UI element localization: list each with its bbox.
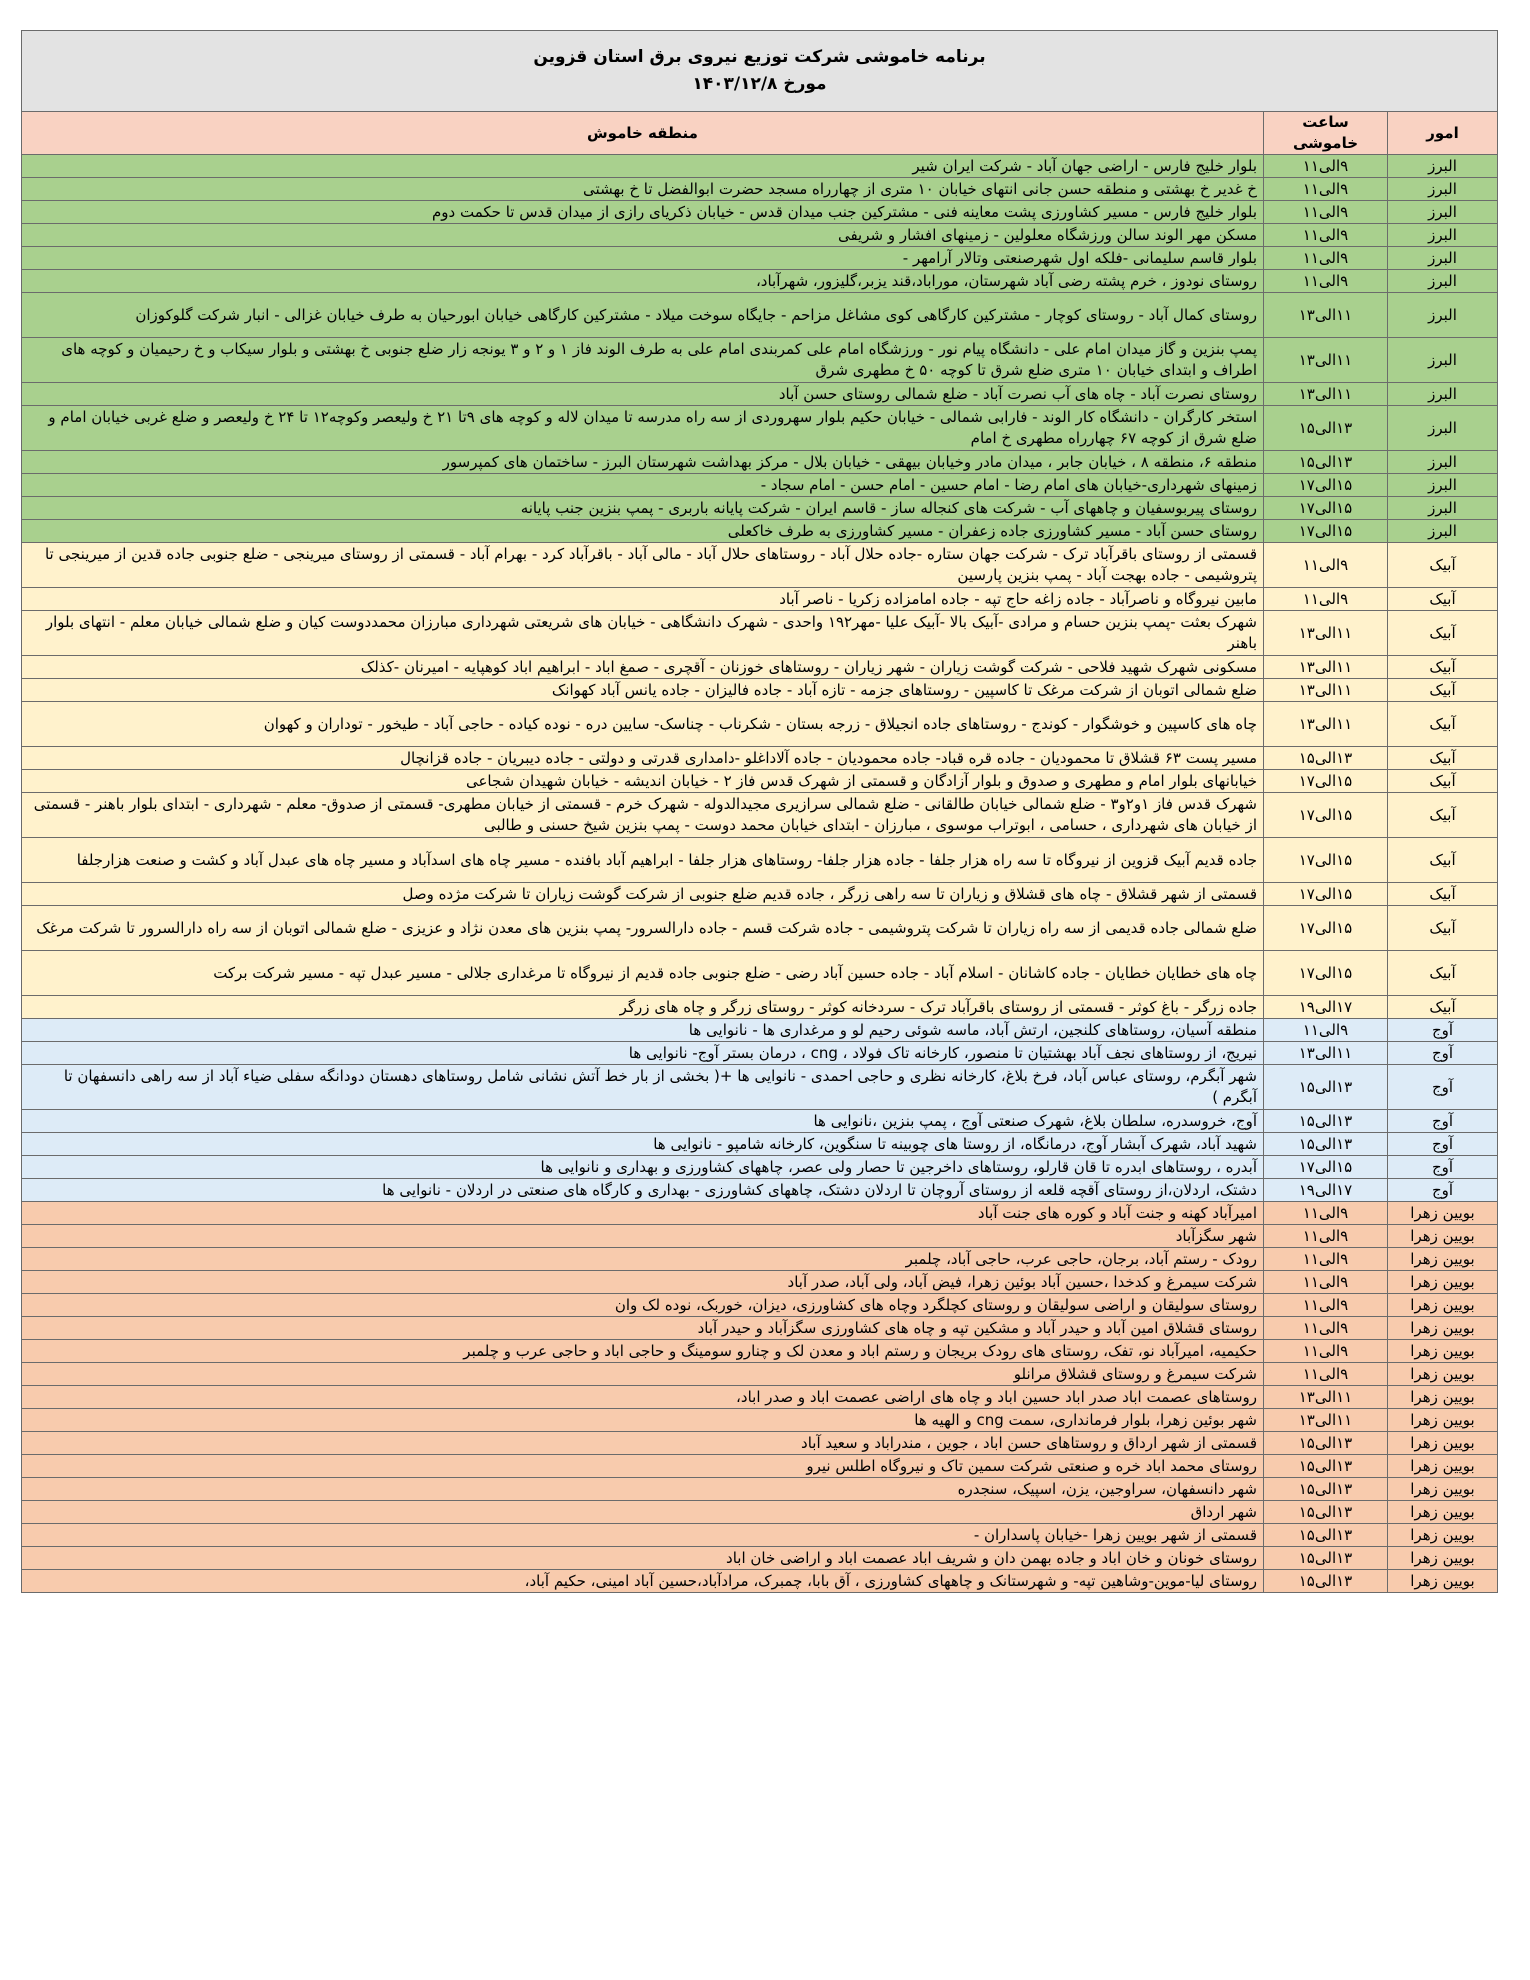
row-umur: آبیک	[1388, 656, 1498, 679]
row-hours: ۹الی۱۱	[1264, 1019, 1388, 1042]
row-umur: البرز	[1388, 270, 1498, 293]
row-umur: بویین زهرا	[1388, 1570, 1498, 1593]
row-area: قسمتی از روستای باقرآباد ترک - شرکت جهان ستاره -جاده حلال آباد - روستاهای حلال آباد - مالی آباد - باقرآباد کرد - بهرام آباد - قسمتی از روستای میرینجی - ضلع جنوبی جاده قدین از میرینجی تا پتروشیمی - جاده بهجت آباد - پمپ بنزین پارسین	[21, 543, 1263, 588]
row-umur: آبیک	[1388, 951, 1498, 996]
row-area: رودک - رستم آباد، برجان، حاجی عرب، حاجی آباد، چلمبر	[21, 1248, 1263, 1271]
row-umur: آبیک	[1388, 588, 1498, 611]
row-hours: ۱۱الی۱۳	[1264, 1042, 1388, 1065]
row-area: روستای لیا-موین-وشاهین تپه- و شهرستانک و چاههای کشاورزی ، آق بابا، چمبرک، مرادآباد،حسین آباد امینی، حکیم آباد،	[21, 1570, 1263, 1593]
row-hours: ۹الی۱۱	[1264, 1294, 1388, 1317]
table-row	[21, 1501, 1497, 1524]
row-hours: ۹الی۱۱	[1264, 1225, 1388, 1248]
outage-table	[21, 30, 1498, 1593]
table-row	[21, 1248, 1497, 1271]
row-umur: آبیک	[1388, 838, 1498, 883]
table-row	[21, 1455, 1497, 1478]
row-umur: البرز	[1388, 178, 1498, 201]
table-row	[21, 1156, 1497, 1179]
row-area: جاده زرگر - باغ کوثر - قسمتی از روستای باقرآباد ترک - سردخانه کوثر - روستای زرگر و چاه های زرگر	[21, 996, 1263, 1019]
row-area: شهید آباد، شهرک آبشار آوج، درمانگاه، از روستا های چوبینه تا سنگوین، کارخانه شامپو - نانوایی ها	[21, 1133, 1263, 1156]
row-umur: آبیک	[1388, 996, 1498, 1019]
table-row	[21, 201, 1497, 224]
table-row	[21, 1179, 1497, 1202]
row-area: استخر کارگران - دانشگاه کار الوند - فارابی شمالی - خیابان حکیم بلوار سهروردی از سه راه مدرسه تا میدان لاله و کوچه های ۹تا ۲۱ خ ولیعصر وکوچه۱۲ تا ۲۴ خ ولیعصر و ضلع غربی خیابان امام و ضلع شرق از کوچه ۶۷ چهارراه مطهری خ امام	[21, 406, 1263, 451]
row-hours: ۱۱الی۱۳	[1264, 293, 1388, 338]
row-hours: ۱۱الی۱۳	[1264, 679, 1388, 702]
row-area: شرکت سیمرغ و کدخدا ،حسین آباد بوئین زهرا، فیض آباد، ولی آباد، صدر آباد	[21, 1271, 1263, 1294]
row-hours: ۱۳الی۱۵	[1264, 1432, 1388, 1455]
row-area: چاه های کاسپین و خوشگوار - کوندج - روستاهای جاده انجیلاق - زرجه بستان - شکرناب - چناسک- سایین دره - نوده کیاده - حاجی آباد - طیخور - توداران و کهوان	[21, 702, 1263, 747]
row-umur: البرز	[1388, 201, 1498, 224]
table-row	[21, 1317, 1497, 1340]
row-area: شهر ارداق	[21, 1501, 1263, 1524]
table-row	[21, 1202, 1497, 1225]
row-umur: بویین زهرا	[1388, 1294, 1498, 1317]
row-umur: البرز	[1388, 338, 1498, 383]
row-area: پمپ بنزین و گاز میدان امام علی - دانشگاه پیام نور - ورزشگاه امام علی کمربندی امام علی به طرف الوند فاز ۱ و ۲ و ۳ یونجه زار ضلع جنوبی خ بهشتی و بلوار سیکاب و خ رحیمیان و کوچه های اطراف و ابتدای خیابان ۱۰ متری ضلع شرق تا کوچه ۵۰ خ مطهری شرق	[21, 338, 1263, 383]
row-area: شهر آبگرم، روستای عباس آباد، فرخ بلاغ، کارخانه نظری و حاجی احمدی - نانوایی ها +( بخشی از بار خط آتش نشانی شامل روستاهای دهستان دودانگه سفلی ضیاء آباد از سه راهی دانسفهان تا آبگرم )	[21, 1065, 1263, 1110]
table-row	[21, 1432, 1497, 1455]
row-umur: بویین زهرا	[1388, 1524, 1498, 1547]
row-area: آبدره ، روستاهای ابدره تا قان قارلو، روستاهای داخرجین تا حصار ولی عصر، چاههای کشاورزی و بهداری و نانوایی ها	[21, 1156, 1263, 1179]
table-row	[21, 883, 1497, 906]
table-row	[21, 1570, 1497, 1593]
row-hours: ۱۱الی۱۳	[1264, 383, 1388, 406]
table-row	[21, 679, 1497, 702]
table-row	[21, 1019, 1497, 1042]
row-area: روستای حسن آباد - مسیر کشاورزی جاده زعفران - مسیر کشاورزی به طرف خاکعلی	[21, 520, 1263, 543]
row-area: نیریج، از روستاهای نجف آباد بهشتیان تا منصور، کارخانه تاک فولاد ، cng ، درمان بستر آوج- نانوایی ها	[21, 1042, 1263, 1065]
table-row	[21, 611, 1497, 656]
row-area: بلوار خلیج فارس - مسیر کشاورزی پشت معاینه فنی - مشترکین جنب میدان قدس - خیابان ذکریای رازی از میدان قدس تا حکمت دوم	[21, 201, 1263, 224]
table-row	[21, 474, 1497, 497]
table-row	[21, 247, 1497, 270]
row-area: ضلع شمالی اتوبان از شرکت مرغک تا کاسپین - روستاهای جزمه - تازه آباد - جاده فالیزان - جاده یانس آباد کهوانک	[21, 679, 1263, 702]
row-umur: بویین زهرا	[1388, 1225, 1498, 1248]
row-area: شهر بوئین زهرا، بلوار فرمانداری، سمت cng و الهیه ها	[21, 1409, 1263, 1432]
row-hours: ۱۳الی۱۵	[1264, 1547, 1388, 1570]
row-umur: البرز	[1388, 155, 1498, 178]
row-area: مسیر پست ۶۳ قشلاق تا محمودیان - جاده قره قباد- جاده محمودیان - جاده آلاداغلو -دامداری قدرتی و دولتی - جاده دیبریان - جاده قزانچال	[21, 747, 1263, 770]
table-row	[21, 497, 1497, 520]
row-umur: البرز	[1388, 247, 1498, 270]
row-hours: ۱۵الی۱۷	[1264, 906, 1388, 951]
row-hours: ۱۳الی۱۵	[1264, 1570, 1388, 1593]
row-umur: آبیک	[1388, 883, 1498, 906]
table-row	[21, 656, 1497, 679]
table-row	[21, 747, 1497, 770]
row-area: روستای سولیقان و اراضی سولیقان و روستای کچلگرد وچاه های کشاورزی، دیزان، خوربک، نوده لک وان	[21, 1294, 1263, 1317]
table-row	[21, 338, 1497, 383]
row-area: روستای محمد اباد خره و صنعتی شرکت سمین تاک و نیروگاه اطلس نیرو	[21, 1455, 1263, 1478]
table-row	[21, 1340, 1497, 1363]
row-area: بلوار قاسم سلیمانی -فلکه اول شهرصنعتی وتالار آرامهر -	[21, 247, 1263, 270]
row-hours: ۹الی۱۱	[1264, 588, 1388, 611]
row-hours: ۹الی۱۱	[1264, 201, 1388, 224]
row-hours: ۱۱الی۱۳	[1264, 702, 1388, 747]
row-hours: ۱۳الی۱۵	[1264, 1524, 1388, 1547]
row-area: شرکت سیمرغ و روستای قشلاق مرانلو	[21, 1363, 1263, 1386]
row-hours: ۱۵الی۱۷	[1264, 838, 1388, 883]
row-umur: آوج	[1388, 1133, 1498, 1156]
table-row	[21, 1042, 1497, 1065]
row-umur: بویین زهرا	[1388, 1478, 1498, 1501]
row-umur: البرز	[1388, 497, 1498, 520]
row-hours: ۱۱الی۱۳	[1264, 611, 1388, 656]
row-hours: ۱۵الی۱۷	[1264, 1156, 1388, 1179]
row-hours: ۱۵الی۱۷	[1264, 793, 1388, 838]
table-row	[21, 1524, 1497, 1547]
table-row	[21, 1478, 1497, 1501]
row-area: شهر دانسفهان، سراوجین، یزن، اسپیک، سنجدره	[21, 1478, 1263, 1501]
row-hours: ۱۱الی۱۳	[1264, 1409, 1388, 1432]
row-hours: ۹الی۱۱	[1264, 1248, 1388, 1271]
table-row	[21, 906, 1497, 951]
row-hours: ۱۵الی۱۷	[1264, 951, 1388, 996]
table-title-cell	[21, 31, 1497, 112]
row-umur: بویین زهرا	[1388, 1202, 1498, 1225]
row-hours: ۱۵الی۱۷	[1264, 474, 1388, 497]
row-umur: بویین زهرا	[1388, 1432, 1498, 1455]
table-row	[21, 838, 1497, 883]
row-umur: بویین زهرا	[1388, 1271, 1498, 1294]
table-row	[21, 543, 1497, 588]
table-row	[21, 520, 1497, 543]
row-area: قسمتی از شهر قشلاق - چاه های قشلاق و زیاران تا سه راهی زرگر ، جاده قدیم ضلع جنوبی از شرکت گوشت زیاران تا شرکت مژده وصل	[21, 883, 1263, 906]
row-umur: آوج	[1388, 1065, 1498, 1110]
row-hours: ۹الی۱۱	[1264, 178, 1388, 201]
row-hours: ۹الی۱۱	[1264, 155, 1388, 178]
row-umur: بویین زهرا	[1388, 1340, 1498, 1363]
table-row	[21, 1110, 1497, 1133]
row-umur: آوج	[1388, 1110, 1498, 1133]
row-umur: بویین زهرا	[1388, 1363, 1498, 1386]
row-area: حکیمیه، امیرآباد نو، تفک، روستای های رودک بریجان و رستم اباد و معدن لک و چنارو سومینگ و حاجی اباد و حاجی عرب و چلمبر	[21, 1340, 1263, 1363]
table-row	[21, 1271, 1497, 1294]
row-hours: ۱۵الی۱۷	[1264, 770, 1388, 793]
row-hours: ۹الی۱۱	[1264, 1202, 1388, 1225]
row-area: قسمتی از شهر ارداق و روستاهای حسن اباد ، جوین ، مندراباد و سعید آباد	[21, 1432, 1263, 1455]
schedule-title: برنامه خاموشی شرکت توزیع نیروی برق استان قزوین	[533, 47, 986, 67]
row-area: منطقه ۶، منطقه ۸ ، خیابان جابر ، میدان مادر وخیابان بیهقی - خیابان بلال - مرکز بهداشت شهرستان البرز - ساختمان های کمپرسور	[21, 451, 1263, 474]
row-hours: ۱۵الی۱۷	[1264, 883, 1388, 906]
row-area: بلوار خلیج فارس - اراضی جهان آباد - شرکت ایران شیر	[21, 155, 1263, 178]
row-hours: ۱۳الی۱۵	[1264, 1501, 1388, 1524]
row-umur: آبیک	[1388, 702, 1498, 747]
table-row	[21, 270, 1497, 293]
table-row	[21, 155, 1497, 178]
row-area: شهرک قدس فاز ۱و۲و۳ - ضلع شمالی خیابان طالقانی - ضلع شمالی سرازیری مجیدالدوله - شهرک خرم - قسمتی از خیابان مطهری- قسمتی از صدوق- معلم - شهرداری - ابتدای بلوار باهنر - قسمتی از خیابان های شهرداری ، حسامی ، ابوتراب موسوی ، مبارزان - ابتدای خیابان محمد دوست - پمپ بنزین شیخ حسنی و طالبی	[21, 793, 1263, 838]
row-area: قسمتی از شهر بویین زهرا -خیابان پاسداران -	[21, 1524, 1263, 1547]
row-hours: ۱۳الی۱۵	[1264, 1478, 1388, 1501]
table-row	[21, 588, 1497, 611]
row-umur: البرز	[1388, 293, 1498, 338]
row-hours: ۱۱الی۱۳	[1264, 656, 1388, 679]
row-umur: بویین زهرا	[1388, 1248, 1498, 1271]
row-area: چاه های خطایان خطایان - جاده کاشانان - اسلام آباد - جاده حسین آباد رضی - ضلع جنوبی جاده قدیم از نیروگاه تا مرغداری جلالی - مسیر عبدل تپه - مسیر شرکت برکت	[21, 951, 1263, 996]
row-hours: ۱۳الی۱۵	[1264, 1455, 1388, 1478]
table-row	[21, 406, 1497, 451]
table-row	[21, 1363, 1497, 1386]
table-row	[21, 1133, 1497, 1156]
column-header-umur: امور	[1388, 112, 1498, 155]
row-umur: بویین زهرا	[1388, 1317, 1498, 1340]
row-hours: ۱۳الی۱۵	[1264, 451, 1388, 474]
row-umur: البرز	[1388, 406, 1498, 451]
row-umur: آوج	[1388, 1042, 1498, 1065]
row-hours: ۱۷الی۱۹	[1264, 996, 1388, 1019]
table-row	[21, 702, 1497, 747]
row-hours: ۹الی۱۱	[1264, 1363, 1388, 1386]
row-hours: ۹الی۱۱	[1264, 247, 1388, 270]
row-area: روستای قشلاق امین آباد و حیدر آباد و مشکین تپه و چاه های کشاورزی سگزآباد و حیدر آباد	[21, 1317, 1263, 1340]
row-umur: آوج	[1388, 1156, 1498, 1179]
row-hours: ۹الی۱۱	[1264, 1271, 1388, 1294]
row-umur: بویین زهرا	[1388, 1409, 1498, 1432]
row-hours: ۱۷الی۱۹	[1264, 1179, 1388, 1202]
row-umur: آوج	[1388, 1179, 1498, 1202]
row-area: ضلع شمالی جاده قدیمی از سه راه زیاران تا شرکت پتروشیمی - جاده شرکت قسم - جاده دارالسرور- پمپ بنزین های معدن نژاد و عزیزی - ضلع شمالی اتوبان از سه راه دارالسرور تا شرکت مرغک	[21, 906, 1263, 951]
row-hours: ۹الی۱۱	[1264, 1317, 1388, 1340]
row-umur: البرز	[1388, 474, 1498, 497]
row-umur: آبیک	[1388, 793, 1498, 838]
row-umur: بویین زهرا	[1388, 1547, 1498, 1570]
row-umur: بویین زهرا	[1388, 1455, 1498, 1478]
row-hours: ۹الی۱۱	[1264, 543, 1388, 588]
table-row	[21, 1386, 1497, 1409]
row-area: آوج، خروسدره، سلطان بلاغ، شهرک صنعتی آوج ، پمپ بنزین ،نانوایی ها	[21, 1110, 1263, 1133]
table-row	[21, 224, 1497, 247]
row-umur: البرز	[1388, 451, 1498, 474]
row-hours: ۱۳الی۱۵	[1264, 747, 1388, 770]
row-umur: آوج	[1388, 1019, 1498, 1042]
row-umur: البرز	[1388, 224, 1498, 247]
row-area: روستای خونان و خان اباد و جاده بهمن دان و شریف اباد عصمت اباد و اراضی خان اباد	[21, 1547, 1263, 1570]
table-row	[21, 951, 1497, 996]
row-area: زمینهای شهرداری-خیابان های امام رضا - امام حسین - امام حسن - امام سجاد -	[21, 474, 1263, 497]
row-hours: ۱۳الی۱۵	[1264, 406, 1388, 451]
row-umur: آبیک	[1388, 543, 1498, 588]
row-area: روستای نودوز ، خرم پشته رضی آباد شهرستان، موراباد،قند یزبر،گلیزور، شهرآباد،	[21, 270, 1263, 293]
table-row	[21, 1409, 1497, 1432]
row-hours: ۱۵الی۱۷	[1264, 497, 1388, 520]
row-area: خ غدیر خ بهشتی و منطقه حسن جانی انتهای خیابان ۱۰ متری از چهارراه مسجد حضرت ابوالفضل تا خ بهشتی	[21, 178, 1263, 201]
row-area: روستاهای عصمت اباد صدر اباد حسین اباد و چاه های اراضی عصمت اباد و صدر اباد،	[21, 1386, 1263, 1409]
row-umur: آبیک	[1388, 679, 1498, 702]
row-area: روستای نصرت آباد - چاه های آب نصرت آباد - ضلع شمالی روستای حسن آباد	[21, 383, 1263, 406]
table-row	[21, 383, 1497, 406]
row-area: روستای پیربوسفیان و چاههای آب - شرکت های کنجاله ساز - قاسم ایران - شرکت پایانه باربری - پمپ بنزین جنب پایانه	[21, 497, 1263, 520]
row-area: مسکونی شهرک شهید فلاحی - شرکت گوشت زیاران - شهر زیاران - روستاهای خوزنان - آقچری - صمغ اباد - ابراهیم اباد کوهپایه - امیرنان -کذلک	[21, 656, 1263, 679]
table-row	[21, 178, 1497, 201]
column-header-area: منطقه خاموش	[21, 112, 1263, 155]
row-hours: ۱۱الی۱۳	[1264, 1386, 1388, 1409]
table-row	[21, 1065, 1497, 1110]
table-row	[21, 1294, 1497, 1317]
row-area: مسکن مهر الوند سالن ورزشگاه معلولین - زمینهای افشار و شریفی	[21, 224, 1263, 247]
table-row	[21, 451, 1497, 474]
table-row	[21, 770, 1497, 793]
row-area: شهر سگزآباد	[21, 1225, 1263, 1248]
row-area: خیابانهای بلوار امام و مطهری و صدوق و بلوار آزادگان و قسمتی از شهرک قدس فاز ۲ - خیابان اندیشه - خیابان شهیدان شجاعی	[21, 770, 1263, 793]
row-umur: آبیک	[1388, 747, 1498, 770]
schedule-date: مورخ ۱۴۰۳/۱۲/۸	[692, 74, 827, 94]
table-row	[21, 1225, 1497, 1248]
table-row	[21, 996, 1497, 1019]
row-umur: البرز	[1388, 383, 1498, 406]
row-umur: آبیک	[1388, 906, 1498, 951]
table-row	[21, 793, 1497, 838]
row-umur: بویین زهرا	[1388, 1386, 1498, 1409]
row-umur: آبیک	[1388, 611, 1498, 656]
row-hours: ۹الی۱۱	[1264, 1340, 1388, 1363]
row-hours: ۱۳الی۱۵	[1264, 1065, 1388, 1110]
row-hours: ۱۳الی۱۵	[1264, 1133, 1388, 1156]
row-hours: ۱۱الی۱۳	[1264, 338, 1388, 383]
row-hours: ۹الی۱۱	[1264, 224, 1388, 247]
row-umur: آبیک	[1388, 770, 1498, 793]
row-area: دشتک، اردلان،از روستای آقچه قلعه از روستای آروچان تا اردلان دشتک، چاههای کشاورزی - بهداری و کارگاه های صنعتی در اردلان - نانوایی ها	[21, 1179, 1263, 1202]
outage-schedule-sheet	[22, 30, 1498, 1593]
row-area: منطقه آسیان، روستاهای کلنجین، ارتش آباد، ماسه شوئی رحیم لو و مرغداری ها - نانوایی ها	[21, 1019, 1263, 1042]
row-area: امیرآباد کهنه و جنت آباد و کوره های جنت آباد	[21, 1202, 1263, 1225]
row-umur: البرز	[1388, 520, 1498, 543]
row-area: شهرک بعثت -پمپ بنزین حسام و مرادی -آبیک بالا -آبیک علیا -مهر۱۹۲ واحدی - شهرک دانشگاهی - خیابان های شریعتی شهرداری مبارزان محمددوست کیان و ضلع شمالی خیابان معلم - انتهای بلوار باهنر	[21, 611, 1263, 656]
table-row	[21, 1547, 1497, 1570]
row-area: جاده قدیم آبیک قزوین از نیروگاه تا سه راه هزار جلفا - جاده هزار جلفا- روستاهای هزار جلفا - ابراهیم آباد بافنده - مسیر چاه های اسدآباد و مسیر چاه های عبدل آباد و کشت و صنعت هزارجلفا	[21, 838, 1263, 883]
row-area: روستای کمال آباد - روستای کوچار - مشترکین کارگاهی کوی مشاغل مزاحم - جایگاه سوخت میلاد - مشترکین کارگاهی خیابان ابورحیان به طرف خیابان غزالی - انبار شرکت گلوکوزان	[21, 293, 1263, 338]
table-row	[21, 293, 1497, 338]
row-hours: ۱۳الی۱۵	[1264, 1110, 1388, 1133]
row-umur: بویین زهرا	[1388, 1501, 1498, 1524]
column-header-hours: ساعت خاموشی	[1264, 112, 1388, 155]
row-hours: ۹الی۱۱	[1264, 270, 1388, 293]
row-area: مابین نیروگاه و ناصرآباد - جاده زاغه حاج تپه - جاده امامزاده زکریا - ناصر آباد	[21, 588, 1263, 611]
row-hours: ۱۵الی۱۷	[1264, 520, 1388, 543]
